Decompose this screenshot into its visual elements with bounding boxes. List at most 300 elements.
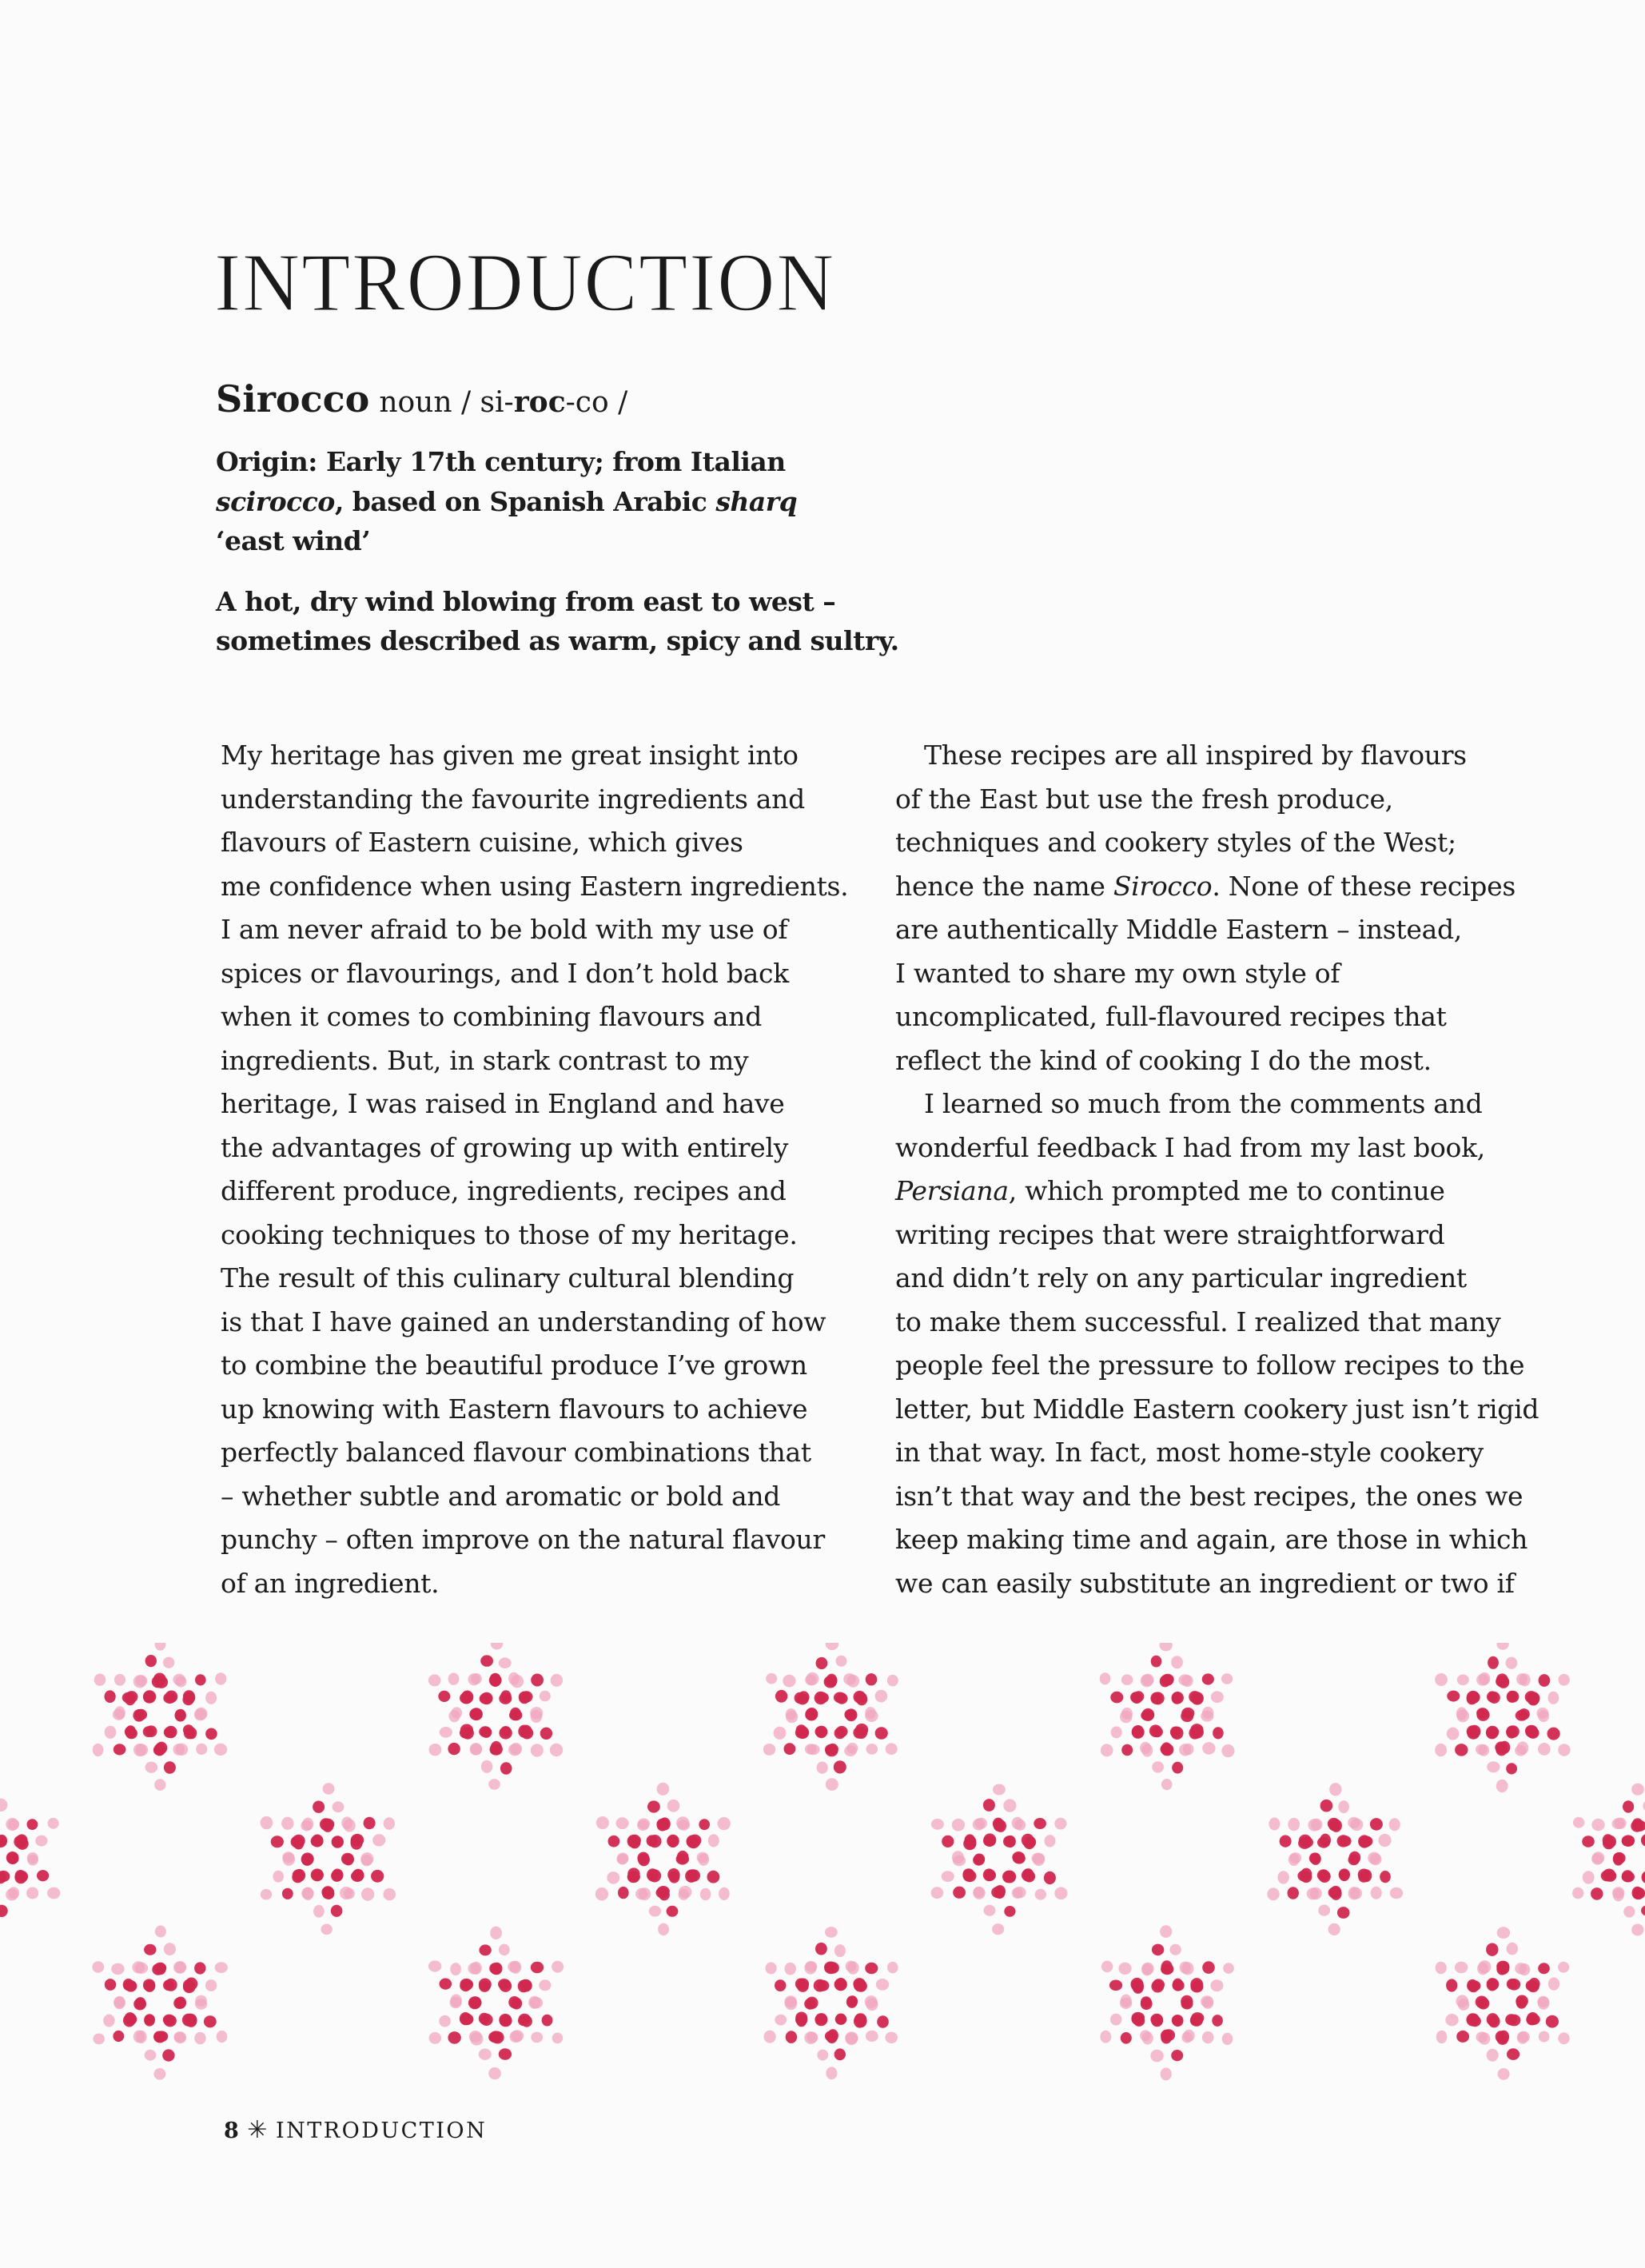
- pattern-dot: [991, 1887, 1004, 1899]
- pattern-dot: [1498, 2068, 1510, 2080]
- pattern-dot: [105, 1979, 116, 1991]
- pattern-dot: [1558, 2032, 1569, 2044]
- text-line: wonderful feedback I had from my last book,: [895, 1131, 1485, 1163]
- pattern-dot: [383, 1888, 396, 1900]
- pattern-dot: [103, 2015, 114, 2027]
- pattern-dot: [530, 1707, 543, 1719]
- pattern-dot: [854, 2013, 866, 2025]
- pattern-dot: [1150, 2050, 1163, 2063]
- pattern-dot: [48, 1818, 59, 1829]
- pattern-dot: [1496, 2031, 1507, 2043]
- pattern-dot: [667, 1835, 679, 1847]
- pattern-dot: [429, 2032, 441, 2044]
- pattern-dot: [154, 1779, 165, 1791]
- pattern-dot: [479, 1979, 492, 1991]
- pattern-dot: [111, 1963, 124, 1975]
- pattern-dot: [1622, 1835, 1635, 1846]
- pattern-dot: [440, 1979, 452, 1990]
- pattern-dot: [866, 1744, 878, 1755]
- pattern-dot: [1171, 1656, 1183, 1668]
- pattern-dot: [1191, 2012, 1204, 2023]
- pattern-dot: [311, 1868, 324, 1881]
- etymology-line: Origin: Early 17th century; from Italian: [216, 446, 786, 478]
- pattern-dot: [35, 1836, 47, 1847]
- pattern-dot: [1591, 1887, 1603, 1900]
- pattern-dot: [1151, 1656, 1162, 1668]
- body-paragraph: [895, 734, 1535, 1082]
- pattern-dot: [163, 1657, 174, 1668]
- pattern-dot: [1141, 1674, 1153, 1686]
- text-line: cooking techniques to those of my heritage.: [221, 1218, 798, 1250]
- pattern-dot: [1121, 2032, 1132, 2044]
- pattern-dot: [1152, 1761, 1164, 1772]
- pattern-dot: [763, 1744, 775, 1756]
- pattern-dot: [886, 1743, 898, 1755]
- pattern-dot: [94, 1674, 106, 1686]
- pattern-dot: [1161, 1675, 1173, 1686]
- pattern-dot: [530, 1997, 543, 2009]
- pattern-dot: [1559, 1674, 1570, 1686]
- pattern-dot: [1161, 2030, 1172, 2042]
- pattern-dot: [1506, 1726, 1517, 1739]
- pattern-dot: [1012, 1887, 1023, 1899]
- pattern-dot: [1508, 1691, 1520, 1703]
- pattern-dot: [1378, 1834, 1391, 1847]
- pattern-dot: [993, 1784, 1006, 1796]
- pattern-dot: [105, 1726, 117, 1739]
- pattern-dot: [1109, 1980, 1122, 1991]
- pattern-dot: [1499, 1962, 1510, 1975]
- pattern-dot: [1170, 1727, 1181, 1738]
- text-line: different produce, ingredients, recipes and: [221, 1175, 787, 1206]
- pattern-dot: [1476, 1996, 1488, 2009]
- pattern-dot: [1269, 1818, 1280, 1831]
- pattern-dot: [1328, 1923, 1340, 1935]
- pattern-dot: [1350, 1819, 1363, 1832]
- pattern-dot: [1191, 1692, 1204, 1704]
- pattern-dot: [448, 1743, 460, 1755]
- pattern-dot: [125, 1725, 137, 1738]
- pattern-dot: [153, 2031, 165, 2043]
- pattern-dot: [542, 2015, 553, 2027]
- dictionary-definition: [216, 377, 899, 661]
- pattern-dot: [145, 1762, 158, 1773]
- pattern-dot: [1476, 1708, 1488, 1719]
- pattern-dot: [1267, 1887, 1279, 1900]
- pattern-dot: [667, 1906, 679, 1917]
- pattern-dot: [479, 1944, 491, 1955]
- pattern-dot: [1309, 1852, 1320, 1863]
- pattern-dot: [596, 1816, 609, 1829]
- pattern-dot: [6, 1888, 18, 1900]
- pattern-dot: [1486, 1727, 1498, 1740]
- pattern-dot: [184, 1692, 195, 1704]
- pattern-dot: [1467, 1725, 1478, 1737]
- pattern-dot: [796, 1724, 807, 1736]
- pattern-dot: [508, 1996, 520, 2008]
- pattern-dot: [834, 1728, 846, 1739]
- pattern-dot: [766, 1963, 777, 1975]
- pattern-dot: [26, 1887, 38, 1899]
- pattern-dot: [844, 1745, 857, 1756]
- pattern-dot: [552, 1961, 564, 1973]
- etymology: [216, 442, 871, 561]
- pattern-dot: [195, 1674, 206, 1685]
- pattern-dot: [826, 1778, 838, 1791]
- pattern-dot: [175, 1961, 187, 1973]
- pattern-dot: [1133, 1691, 1145, 1702]
- pattern-dot: [983, 1868, 995, 1881]
- pattern-dot: [520, 1725, 532, 1738]
- pattern-dot: [718, 1817, 731, 1830]
- pattern-dot: [1380, 1871, 1391, 1883]
- pattern-dot: [331, 1905, 343, 1917]
- pattern-dot: [677, 1851, 689, 1863]
- pattern-dot: [816, 1657, 828, 1669]
- text-line: flavours of Eastern cuisine, which gives: [221, 827, 743, 858]
- pattern-dot: [1202, 2031, 1214, 2043]
- pattern-dot: [1202, 1673, 1214, 1684]
- text-line: is that I have gained an understanding of how: [221, 1305, 826, 1337]
- pattern-dot: [1536, 1708, 1548, 1719]
- pattern-dot: [479, 2013, 490, 2024]
- pattern-dot: [656, 1887, 669, 1899]
- pronunciation-stress: roc: [513, 385, 566, 419]
- pattern-dot: [1101, 1961, 1113, 1973]
- text-line: the advantages of growing up with entirely: [221, 1131, 789, 1163]
- pattern-dot: [1528, 1978, 1539, 1990]
- pattern-dot: [1318, 1905, 1330, 1916]
- text-line: isn’t that way and the best recipes, the ones we: [895, 1480, 1524, 1512]
- pattern-dot: [817, 1980, 830, 1991]
- pattern-dot: [273, 1871, 284, 1883]
- pattern-dot: [511, 1675, 524, 1688]
- pattern-dot: [281, 1817, 293, 1830]
- pattern-dot: [1519, 1963, 1530, 1975]
- pattern-dot: [361, 1887, 374, 1900]
- pattern-dot: [114, 1706, 125, 1719]
- pattern-dot: [995, 1820, 1006, 1832]
- pattern-dot: [1358, 1869, 1370, 1881]
- pattern-dot: [1149, 1724, 1162, 1737]
- pattern-dot: [1190, 1724, 1203, 1736]
- pattern-dot: [16, 1834, 28, 1847]
- pattern-dot: [195, 1995, 207, 2007]
- pattern-dot: [1280, 1836, 1292, 1847]
- pattern-dot: [114, 1674, 125, 1686]
- pattern-dot: [766, 1673, 777, 1684]
- text-line: to make them successful. I realized that many: [895, 1305, 1501, 1337]
- pattern-dot: [1032, 1853, 1045, 1864]
- pattern-dot: [1160, 1643, 1173, 1651]
- pattern-dot: [183, 1724, 194, 1736]
- pattern-dot: [617, 1852, 628, 1863]
- text-line: to combine the beautiful produce I’ve grown: [221, 1349, 807, 1381]
- pattern-dot: [1329, 1783, 1341, 1796]
- pattern-dot: [1150, 2014, 1163, 2026]
- pattern-dot: [1331, 1820, 1342, 1832]
- pattern-dot: [1537, 1996, 1549, 2007]
- pattern-dot: [785, 1963, 796, 1975]
- text-line: are authentically Middle Eastern – instead,: [895, 914, 1462, 945]
- pattern-dot: [815, 2013, 827, 2024]
- pattern-dot: [669, 1871, 680, 1883]
- pattern-dot: [1468, 1692, 1480, 1704]
- pattern-dot: [313, 1801, 325, 1813]
- pattern-dot: [1161, 1963, 1173, 1975]
- pattern-dot: [481, 1760, 492, 1773]
- pattern-dot: [607, 1871, 619, 1884]
- section-name: INTRODUCTION: [275, 2119, 488, 2143]
- pattern-dot: [1516, 1995, 1528, 2007]
- pattern-dot: [798, 1691, 809, 1703]
- definition-headword-line: [216, 377, 871, 421]
- pattern-dot: [1487, 2013, 1499, 2026]
- pattern-dot: [15, 1870, 26, 1881]
- pattern-dot: [1141, 1708, 1154, 1721]
- pattern-dot: [783, 1675, 795, 1688]
- pattern-dot: [963, 1868, 975, 1879]
- pattern-dot: [1290, 1852, 1302, 1863]
- body-paragraph: [221, 734, 860, 1605]
- pattern-dot: [1210, 1979, 1223, 1991]
- pattern-dot: [648, 1835, 661, 1847]
- pattern-dot: [144, 2014, 155, 2025]
- pattern-dot: [1435, 1744, 1447, 1756]
- pattern-dot: [428, 1674, 441, 1686]
- pattern-dot: [1132, 2012, 1145, 2023]
- pattern-dot: [1487, 2049, 1499, 2062]
- pattern-dot: [687, 1869, 698, 1881]
- pattern-dot: [1435, 1673, 1448, 1686]
- pattern-dot: [8, 1819, 19, 1830]
- pattern-dot: [165, 1979, 177, 1991]
- pattern-dot: [540, 1691, 551, 1702]
- pattern-dot: [1488, 1656, 1499, 1669]
- pattern-dot: [0, 1905, 8, 1917]
- pattern-dot: [847, 1995, 858, 2007]
- pattern-dot: [865, 1707, 876, 1719]
- pattern-dot: [1538, 1963, 1550, 1974]
- pattern-dot: [500, 1980, 512, 1992]
- pattern-dot: [1498, 1676, 1510, 1688]
- pattern-dot: [875, 1690, 888, 1703]
- text-line: I am never afraid to be bold with my use of: [221, 914, 788, 945]
- pattern-dot: [1495, 1741, 1508, 1753]
- pattern-dot: [1152, 1692, 1165, 1704]
- pattern-dot: [826, 1643, 838, 1650]
- pattern-dot: [964, 1836, 976, 1848]
- pattern-dot: [1455, 1744, 1468, 1756]
- pattern-dot: [174, 2032, 186, 2043]
- pattern-dot: [322, 1887, 333, 1899]
- dotted-floral-border: [0, 1643, 1645, 2091]
- pattern-dot: [1044, 1871, 1056, 1884]
- pattern-dot: [1337, 1907, 1350, 1919]
- pattern-dot: [1447, 1728, 1460, 1740]
- pattern-dot: [440, 1727, 452, 1738]
- pattern-dot: [271, 1836, 284, 1847]
- text-line: techniques and cookery styles of the West;: [895, 827, 1456, 858]
- pattern-dot: [1622, 1870, 1634, 1882]
- pattern-dot: [1613, 1852, 1624, 1865]
- pattern-dot: [1054, 1818, 1066, 1830]
- pattern-dot: [1181, 1708, 1194, 1719]
- pattern-dot: [1515, 1745, 1527, 1756]
- pattern-dot: [1572, 1887, 1583, 1899]
- pattern-dot: [649, 1906, 661, 1917]
- pattern-dot: [1035, 1889, 1046, 1900]
- text-line: up knowing with Eastern flavours to achieve: [221, 1393, 808, 1425]
- pattern-dot: [885, 2032, 898, 2043]
- pattern-dot: [1455, 1962, 1468, 1973]
- pattern-dot: [321, 1924, 333, 1935]
- pattern-dot: [1181, 1675, 1193, 1687]
- pattern-dot: [1486, 1943, 1498, 1956]
- text-line: Persiana, which prompted me to continue: [895, 1175, 1445, 1206]
- pattern-dot: [153, 2068, 165, 2080]
- pattern-dot: [1558, 1962, 1569, 1973]
- pattern-dot: [983, 1833, 996, 1846]
- pattern-dot: [775, 1690, 787, 1703]
- pattern-dot: [1288, 1887, 1299, 1899]
- pattern-dot: [340, 1887, 352, 1899]
- text-line: we can easily substitute an ingredient or two if: [895, 1567, 1515, 1599]
- pattern-dot: [450, 1963, 461, 1975]
- pattern-dot: [804, 2031, 817, 2044]
- pattern-dot: [1201, 1995, 1213, 2007]
- pattern-dot: [635, 1888, 647, 1900]
- pattern-dot: [448, 1673, 460, 1685]
- pattern-dot: [1525, 1725, 1538, 1736]
- pattern-dot: [931, 1819, 944, 1830]
- pattern-dot: [1456, 2031, 1469, 2043]
- pattern-dot: [488, 1779, 500, 1790]
- pattern-dot: [786, 1708, 797, 1720]
- pattern-dot: [627, 1867, 639, 1879]
- pattern-dot: [637, 1852, 649, 1865]
- pattern-dot: [1161, 1779, 1173, 1790]
- pattern-dot: [825, 1676, 837, 1687]
- pattern-dot: [1221, 1673, 1233, 1684]
- pattern-dot: [806, 1672, 819, 1685]
- text-line: in that way. In fact, most home-style cookery: [895, 1437, 1484, 1468]
- pattern-dot: [1520, 1673, 1531, 1686]
- pattern-dot: [460, 1724, 473, 1736]
- pattern-dot: [805, 1708, 817, 1720]
- pattern-dot: [1604, 1836, 1616, 1848]
- pattern-dot: [164, 1943, 176, 1955]
- pattern-dot: [827, 1962, 839, 1974]
- pattern-dot: [1468, 2014, 1480, 2026]
- text-line: spices or flavourings, and I don’t hold back: [221, 957, 789, 989]
- text-line: I learned so much from the comments and: [924, 1088, 1483, 1119]
- text-line: when it comes to combining flavours and: [221, 1001, 763, 1032]
- pattern-dot: [480, 1655, 493, 1666]
- pattern-dot: [491, 1643, 503, 1650]
- pattern-dot: [114, 1744, 126, 1755]
- pattern-dot: [175, 1710, 186, 1721]
- pattern-dot: [217, 2031, 228, 2043]
- pattern-dot: [1118, 1963, 1131, 1975]
- pattern-dot: [105, 1690, 116, 1703]
- pattern-dot: [984, 1905, 996, 1916]
- pattern-dot: [1121, 1995, 1132, 2007]
- pattern-dot: [659, 1817, 671, 1830]
- pattern-dot: [834, 1944, 846, 1957]
- pattern-dot: [1583, 1871, 1595, 1883]
- text-line: and didn’t rely on any particular ingredient: [895, 1262, 1467, 1293]
- pattern-dot: [135, 1675, 147, 1686]
- pattern-dot: [1161, 2067, 1172, 2080]
- pattern-dot: [1539, 1674, 1551, 1687]
- pattern-dot: [774, 1727, 787, 1740]
- pattern-dot: [677, 1820, 690, 1831]
- pattern-dot: [942, 1871, 954, 1882]
- pattern-dot: [1202, 1707, 1213, 1719]
- pattern-dot: [1004, 1906, 1015, 1917]
- pattern-dot: [1202, 1961, 1215, 1974]
- pattern-dot: [608, 1836, 620, 1847]
- text-line: These recipes are all inspired by flavours: [924, 739, 1467, 771]
- pattern-dot: [931, 1887, 944, 1899]
- pattern-dot: [341, 1853, 354, 1865]
- pattern-dot: [92, 1961, 104, 1972]
- pattern-dot: [628, 1835, 641, 1847]
- pattern-dot: [470, 1708, 483, 1720]
- pattern-dot: [764, 2031, 776, 2043]
- pattern-dot: [1140, 2030, 1151, 2041]
- pattern-dot: [114, 1996, 125, 2007]
- pattern-dot: [519, 2014, 531, 2025]
- pattern-dot: [204, 2015, 217, 2027]
- pattern-dot: [471, 1673, 482, 1684]
- page-number: 8: [224, 2119, 241, 2143]
- pattern-dot: [1456, 1995, 1469, 2007]
- pattern-dot: [1476, 2031, 1488, 2043]
- pattern-dot: [595, 1887, 608, 1900]
- pattern-dot: [135, 1963, 148, 1974]
- pattern-dot: [1045, 1835, 1056, 1847]
- pattern-dot: [1012, 1851, 1025, 1863]
- text-line: me confidence when using Eastern ingredients.: [221, 870, 849, 902]
- part-of-speech: noun / si-roc-co /: [379, 385, 628, 419]
- pattern-dot: [1140, 1742, 1151, 1754]
- pattern-dot: [1179, 1744, 1191, 1756]
- pattern-dot: [164, 1761, 176, 1774]
- pattern-dot: [93, 1744, 104, 1756]
- pattern-dot: [125, 2012, 136, 2023]
- pattern-dot: [1538, 1743, 1551, 1756]
- pattern-dot: [1623, 1800, 1634, 1812]
- pattern-dot: [282, 1851, 294, 1863]
- pattern-dot: [866, 2031, 878, 2042]
- pattern-dot: [1539, 2031, 1550, 2043]
- body-column-right: [895, 734, 1539, 1605]
- pattern-dot: [784, 1995, 797, 2007]
- pattern-dot: [1389, 1818, 1400, 1831]
- asterisk-icon: ✳: [247, 2116, 269, 2144]
- pattern-dot: [451, 1707, 462, 1718]
- pattern-dot: [1360, 1836, 1372, 1847]
- pattern-dot: [480, 1692, 493, 1704]
- text-line: The result of this culinary cultural blending: [221, 1262, 795, 1293]
- pattern-dot: [1301, 1837, 1313, 1848]
- pattern-dot: [165, 1691, 178, 1703]
- pattern-dot: [992, 1923, 1004, 1935]
- pattern-dot: [657, 1783, 670, 1796]
- pattern-dot: [1456, 1707, 1468, 1720]
